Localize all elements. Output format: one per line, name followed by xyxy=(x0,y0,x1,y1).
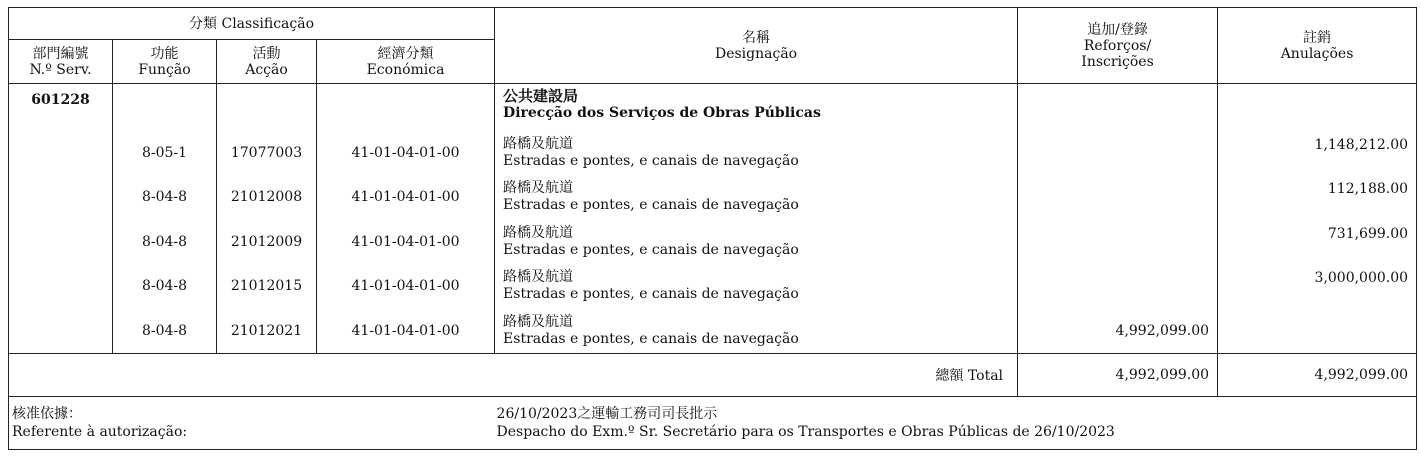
accao-cell: 21012009 xyxy=(217,220,317,264)
designacao-cell: 路橋及航道 Estradas e pontes, e canais de navegação xyxy=(495,175,1018,220)
accao-cell: 17077003 xyxy=(217,131,317,175)
funcao-cell: 8-05-1 xyxy=(113,131,217,175)
anulacoes-header: 註銷 Anulações xyxy=(1218,8,1417,84)
designacao-cell: 路橋及航道 Estradas e pontes, e canais de navegação xyxy=(495,309,1018,354)
authorization-text: 26/10/2023之運輸工務司司長批示 Despacho do Exm.º Sr. Secretário para os Transportes e Obras Públicas de 26/10/2023 xyxy=(495,397,1417,450)
economica-cell: 41-01-04-01-00 xyxy=(317,131,495,175)
reforcos-cell xyxy=(1018,175,1218,220)
authorization-row xyxy=(9,397,1417,450)
economica-cell: 41-01-04-01-00 xyxy=(317,309,495,354)
economica-cell: 41-01-04-01-00 xyxy=(317,175,495,220)
accao-cell: 21012015 xyxy=(217,264,317,309)
reforcos-cell xyxy=(1018,264,1218,309)
funcao-header: 功能 Função xyxy=(113,40,217,84)
table-row xyxy=(9,264,1417,309)
authorization-label: 核准依據： Referente à autorização: xyxy=(9,397,495,450)
service-code: 601228 xyxy=(9,84,113,131)
funcao-cell: 8-04-8 xyxy=(113,309,217,354)
service-name: 公共建設局 Direcção dos Serviços de Obras Públicas xyxy=(495,84,1018,131)
anulacoes-cell: 1,148,212.00 xyxy=(1218,131,1417,175)
economica-header: 經濟分類 Económica xyxy=(317,40,495,84)
funcao-cell: 8-04-8 xyxy=(113,220,217,264)
economica-cell: 41-01-04-01-00 xyxy=(317,220,495,264)
total-anulacoes: 4,992,099.00 xyxy=(1218,354,1417,397)
funcao-cell: 8-04-8 xyxy=(113,264,217,309)
classification-header: 分類 Classificação xyxy=(9,8,495,40)
economica-cell: 41-01-04-01-00 xyxy=(317,264,495,309)
total-row xyxy=(9,354,1417,397)
total-reforcos: 4,992,099.00 xyxy=(1018,354,1218,397)
reforcos-cell xyxy=(1018,220,1218,264)
total-label: 總額 Total xyxy=(9,354,1018,397)
reforcos-cell xyxy=(1018,131,1218,175)
reforcos-header: 追加/登錄 Reforços/ Inscrições xyxy=(1018,8,1218,84)
anulacoes-cell: 3,000,000.00 xyxy=(1218,264,1417,309)
accao-cell: 21012021 xyxy=(217,309,317,354)
designacao-cell: 路橋及航道 Estradas e pontes, e canais de navegação xyxy=(495,220,1018,264)
accao-header: 活動 Acção xyxy=(217,40,317,84)
accao-cell: 21012008 xyxy=(217,175,317,220)
funcao-cell: 8-04-8 xyxy=(113,175,217,220)
anulacoes-cell: 731,699.00 xyxy=(1218,220,1417,264)
reforcos-cell: 4,992,099.00 xyxy=(1018,309,1218,354)
designacao-cell: 路橋及航道 Estradas e pontes, e canais de navegação xyxy=(495,264,1018,309)
table-row xyxy=(9,220,1417,264)
budget-table xyxy=(8,7,1417,450)
anulacoes-cell: 112,188.00 xyxy=(1218,175,1417,220)
anulacoes-cell xyxy=(1218,309,1417,354)
serv-header: 部門編號 N.º Serv. xyxy=(9,40,113,84)
table-row xyxy=(9,309,1417,354)
table-row xyxy=(9,175,1417,220)
designacao-cell: 路橋及航道 Estradas e pontes, e canais de navegação xyxy=(495,131,1018,175)
designacao-header: 名稱 Designação xyxy=(495,8,1018,84)
table-row xyxy=(9,131,1417,175)
